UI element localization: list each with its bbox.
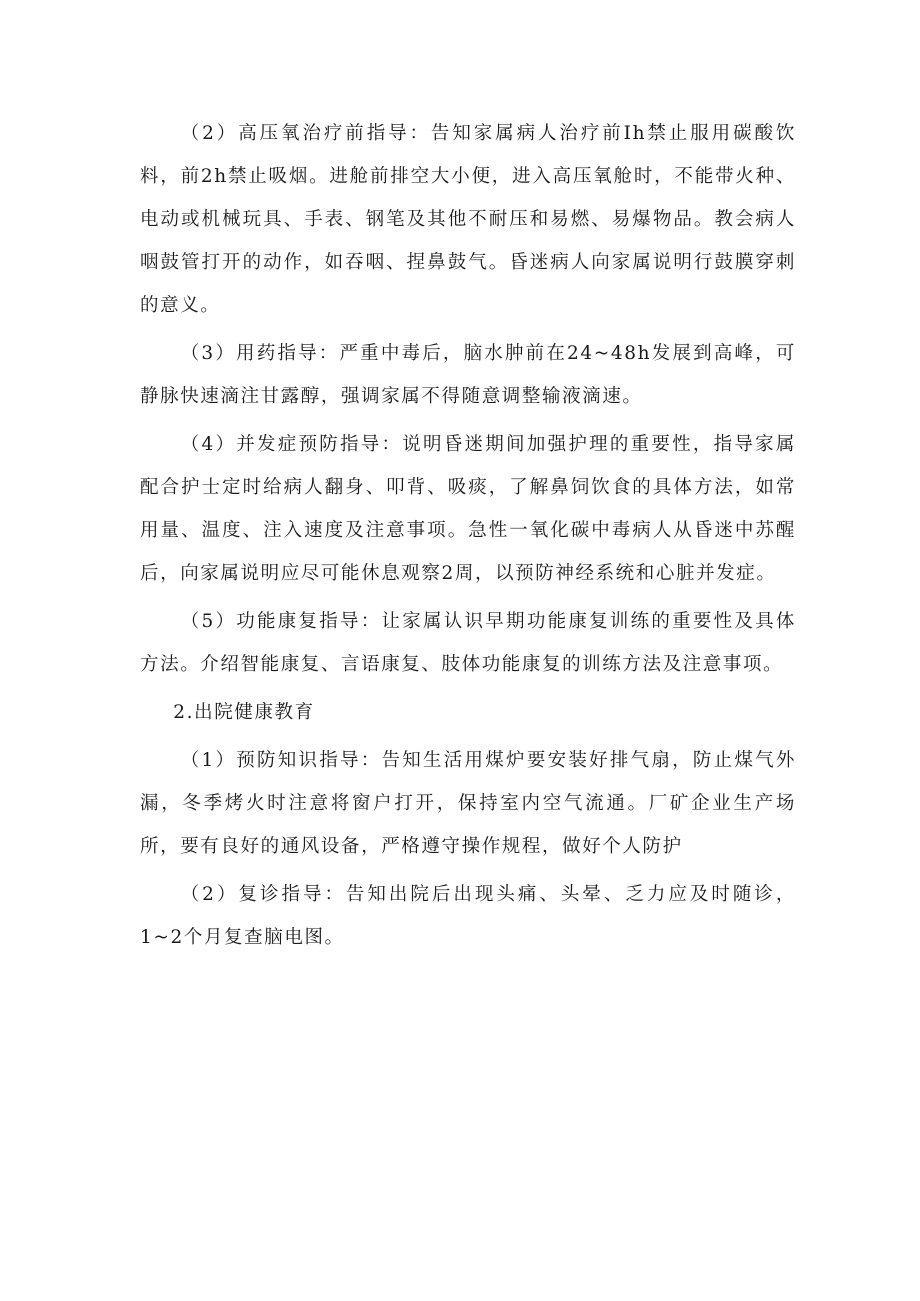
medication-guidance: （3）用药指导：严重中毒后，脑水肿前在24~48h发展到高峰，可静脉快速滴注甘露醇，强调家属不得随意调整输液滴速。: [140, 343, 796, 407]
follow-up-guidance: （2）复诊指导：告知出院后出现头痛、头晕、乏力应及时随诊，1~2个月复查脑电图。: [140, 884, 796, 948]
discharge-education-heading: 2.出院健康教育: [173, 702, 315, 723]
hyperbaric-oxygen-guidance: （2）高压氧治疗前指导：告知家属病人治疗前Ih禁止服用碳酸饮料，前2h禁止吸烟。进舱前排空大小便，进入高压氧舱时，不能带火种、电动或机械玩具、手表、钢笔及其他不耐压和易燃、易爆物品。教会病人咽鼓管打开的动作，如吞咽、捏鼻鼓气。昏迷病人向家属说明行鼓膜穿刺的意义。: [140, 123, 796, 316]
document-page: [140, 112, 796, 964]
prevention-knowledge-guidance: （1）预防知识指导：告知生活用煤炉要安装好排气扇，防止煤气外漏，冬季烤火时注意将窗户打开，保持室内空气流通。厂矿企业生产场所，要有良好的通风设备，严格遵守操作规程，做好个人防护: [140, 750, 796, 857]
complication-prevention-guidance: （4）并发症预防指导：说明昏迷期间加强护理的重要性，指导家属配合护士定时给病人翻身、叩背、吸痰，了解鼻饲饮食的具体方法，如常用量、温度、注入速度及注意事项。急性一氧化碳中毒病人从昏迷中苏醒后，向家属说明应尽可能休息观察2周，以预防神经系统和心脏并发症。: [140, 434, 796, 584]
rehabilitation-guidance: （5）功能康复指导：让家属认识早期功能康复训练的重要性及具体方法。介绍智能康复、言语康复、肢体功能康复的训练方法及注意事项。: [140, 611, 796, 675]
